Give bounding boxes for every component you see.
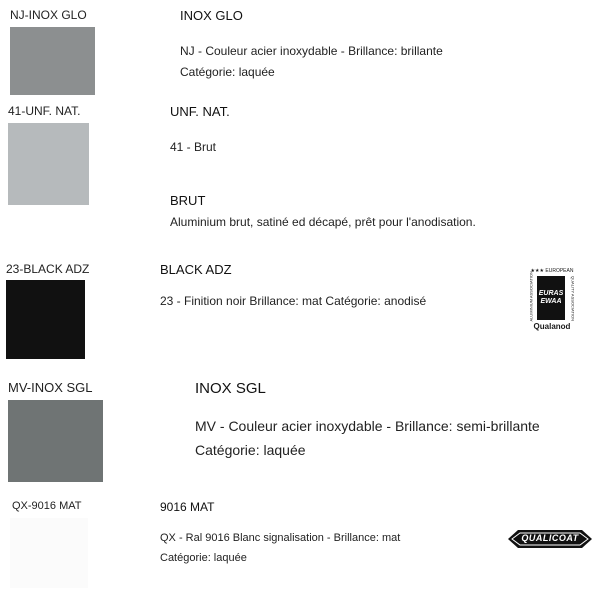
qualanod-mark: EURAS EWAA	[537, 276, 565, 320]
qualanod-logo	[528, 268, 576, 334]
finish-title: INOX SGL	[195, 380, 266, 397]
finish-code: 41-UNF. NAT.	[8, 104, 81, 118]
color-swatch	[10, 27, 95, 95]
color-swatch	[10, 518, 88, 588]
finish-subtitle: BRUT	[170, 193, 206, 208]
qualicoat-text: QUALICOAT	[521, 533, 579, 543]
finish-code: MV-INOX SGL	[8, 380, 93, 395]
finish-description: NJ - Couleur acier inoxydable - Brillance: brillante	[180, 44, 443, 58]
color-swatch	[8, 123, 89, 205]
finish-title: 9016 MAT	[160, 500, 215, 514]
finish-category: Catégorie: laquée	[195, 442, 306, 458]
color-swatch	[8, 400, 103, 482]
finish-description: QX - Ral 9016 Blanc signalisation - Brillance: mat	[160, 532, 401, 544]
finish-title: INOX GLO	[180, 8, 243, 23]
finish-code: QX-9016 MAT	[12, 500, 82, 512]
qualanod-bottom-text: Qualanod	[533, 322, 571, 331]
finish-title: BLACK ADZ	[160, 262, 232, 277]
finish-code: 23-BLACK ADZ	[6, 262, 90, 276]
color-swatch	[6, 280, 85, 359]
finish-subdescription: Aluminium brut, satiné ed décapé, prêt pour l'anodisation.	[170, 215, 476, 229]
finish-description: 41 - Brut	[170, 140, 217, 154]
qualicoat-logo	[508, 528, 592, 550]
qualanod-top-text: ★★★ EUROPEAN	[530, 268, 574, 274]
finish-title: UNF. NAT.	[170, 104, 230, 119]
finish-code: NJ-INOX GLO	[10, 8, 87, 22]
finish-category: Catégorie: laquée	[160, 552, 247, 564]
qualanod-left-text: ALUMINIUM ASSOCIATION	[528, 271, 534, 322]
finish-category: Catégorie: laquée	[180, 65, 275, 79]
qualanod-right-text: QUALITY ASSOCIATION	[570, 276, 576, 321]
finish-description: MV - Couleur acier inoxydable - Brillance: semi-brillante	[195, 418, 540, 434]
finish-description: 23 - Finition noir Brillance: mat Catégorie: anodisé	[160, 294, 427, 308]
